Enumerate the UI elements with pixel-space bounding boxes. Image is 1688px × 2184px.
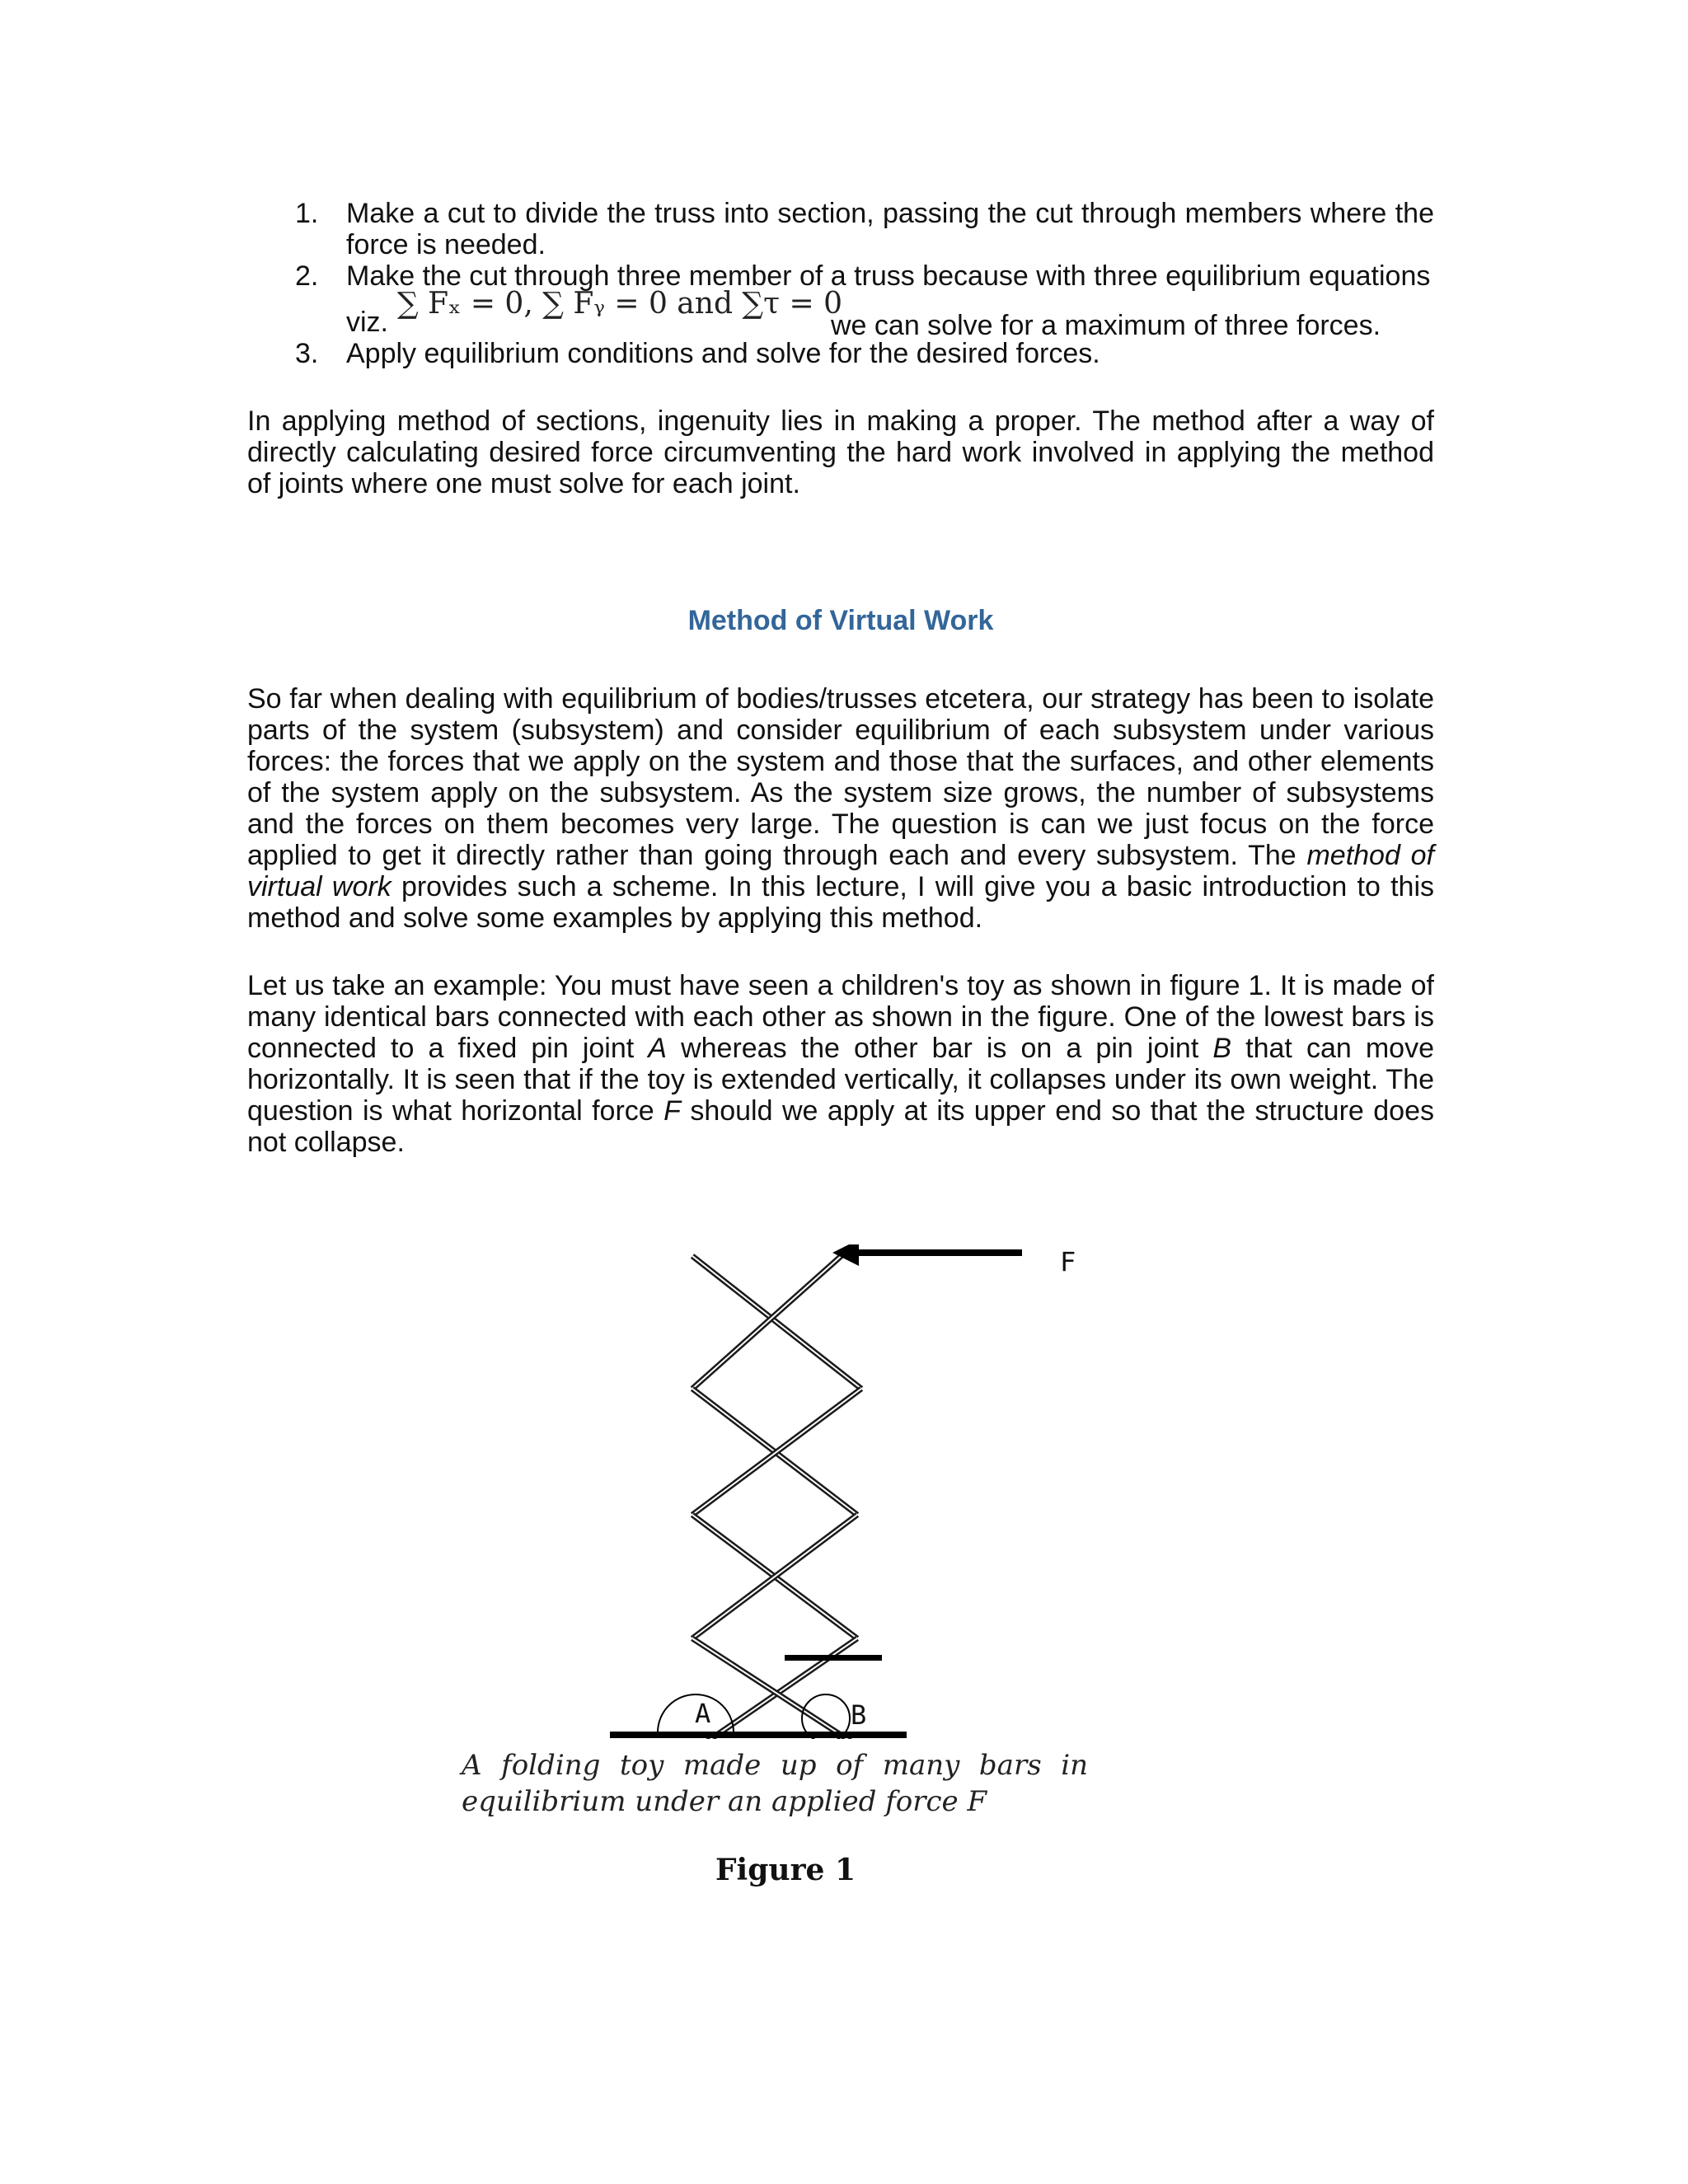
paragraph-method-of-sections: In applying method of sections, ingenuity lies in making a proper. The method after a way of directly calculating desired force circumventing the hard work involved in applying the method of joints where one must solve for each joint.	[247, 405, 1434, 499]
figure-caption: A folding toy made up of many bars in equilibrium under an applied force F	[462, 1749, 1088, 1818]
paragraph-example	[247, 970, 1434, 1158]
example-text-1: Let us take an example: You must have seen a children's toy as shown in figure 1. It is made of many identical bars connected with each other as shown in the figure. One of the lowest bars is connected to a fixed pin joint	[247, 970, 1434, 1064]
folding-toy-diagram	[610, 1244, 1203, 1739]
step-1	[247, 198, 1434, 260]
force-label: F	[1060, 1246, 1076, 1277]
step-text: Apply equilibrium conditions and solve for the desired forces.	[346, 338, 1100, 369]
step-number: 3.	[295, 338, 319, 369]
step-2	[247, 260, 1434, 341]
document-body	[247, 198, 1434, 1158]
viz-label: viz.	[346, 307, 388, 338]
step-text: Make the cut through three member of a truss because with three equilibrium equations	[346, 260, 1431, 292]
intro-text-after: provides such a scheme. In this lecture, I will give you a basic introduction to this method and solve some examples by applying this method.	[247, 871, 1435, 934]
example-force-f: F	[663, 1095, 681, 1127]
figure-folding-toy	[610, 1244, 1203, 1937]
intro-emphasis: method of virtual work	[247, 840, 1434, 902]
force-arrow	[832, 1244, 1022, 1266]
equation-tail-text: we can solve for a maximum of three forces.	[831, 310, 1381, 341]
step-text: Make a cut to divide the truss into section, passing the cut through members where the force is needed.	[346, 198, 1434, 260]
step-3	[247, 338, 1434, 369]
ground-line	[610, 1732, 907, 1738]
scissor-bars	[692, 1253, 861, 1638]
section-heading: Method of Virtual Work	[687, 605, 994, 636]
example-text-2: whereas the other bar is on a pin joint	[666, 1033, 1213, 1064]
example-text-4: should we apply at its upper end so that the structure does not collapse.	[247, 1095, 1434, 1158]
paragraph-virtual-work-intro	[247, 683, 1434, 934]
example-text-3: that can move horizontally. It is seen that if the toy is extended vertically, it collapses under its own weight. The question is what horizontal force	[247, 1033, 1434, 1127]
step-number: 2.	[295, 260, 319, 292]
pin-a-label: A	[695, 1698, 711, 1729]
equation-line	[346, 287, 1434, 341]
step-number: 1.	[295, 198, 319, 229]
slider-bar	[785, 1655, 882, 1661]
example-pin-a: A	[648, 1033, 667, 1064]
example-pin-b: B	[1212, 1033, 1232, 1064]
equilibrium-equation: ∑ Fₓ = 0, ∑ Fᵧ = 0 and ∑τ = 0	[397, 287, 842, 321]
intro-text-before: So far when dealing with equilibrium of bodies/trusses etcetera, our strategy has been to isolate parts of the system (subsystem) and consider equilibrium of each subsystem under various forces: the forces that we apply on the system and those that the surfaces, and other elements of the system apply on the subsystem. As the system size grows, the number of subsystems and the forces on them becomes very large. The question is can we just focus on the force applied to get it directly rather than going through each and every subsystem. The	[247, 683, 1434, 871]
steps-list	[247, 198, 1434, 369]
figure-label: Figure 1	[715, 1853, 856, 1887]
lower-bars	[692, 1638, 857, 1739]
pin-b-label: B	[851, 1699, 867, 1731]
